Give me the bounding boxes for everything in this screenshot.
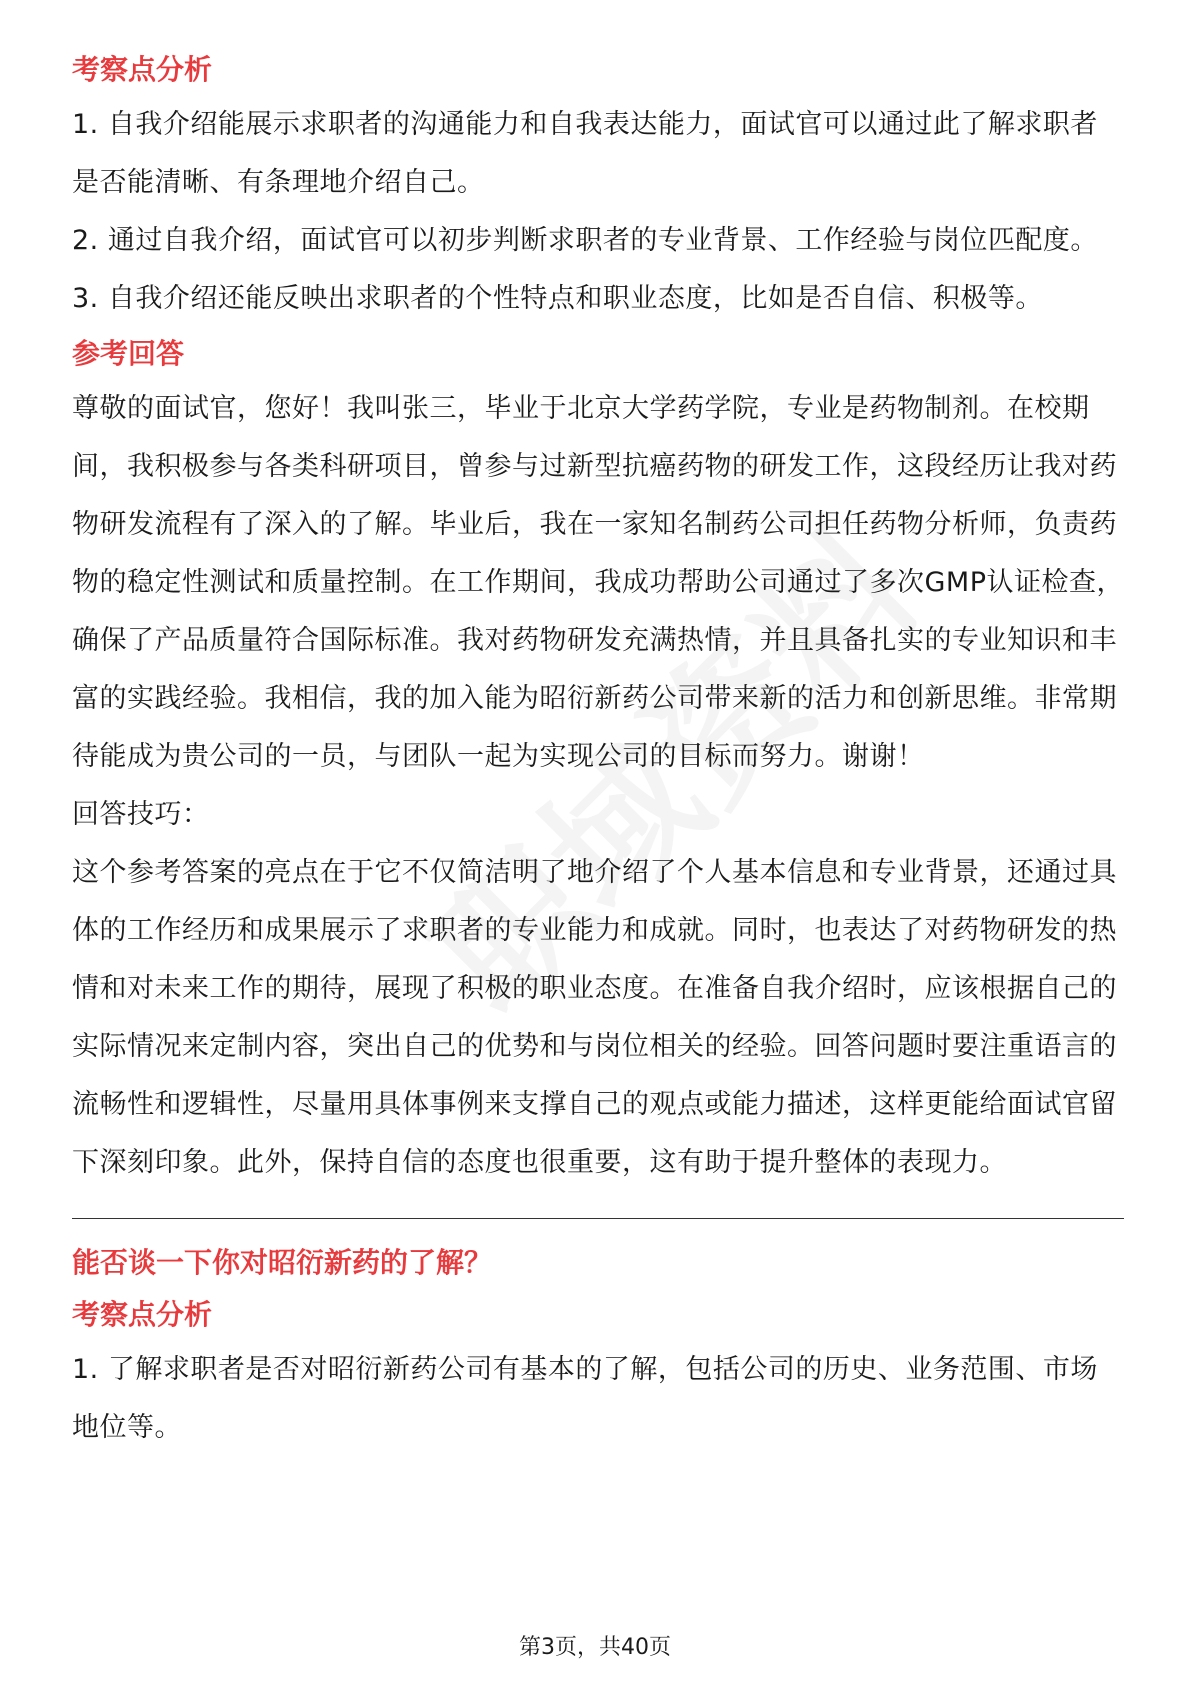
section-divider [72,1218,1124,1219]
page-number: 第3页，共40页 [519,1635,671,1660]
tips-label: 回答技巧： [72,799,210,830]
analysis-item: 3. 自我介绍还能反映出求职者的个性特点和职业态度，比如是否自信、积极等。 [72,283,1043,314]
analysis-item: 2. 通过自我介绍，面试官可以初步判断求职者的专业背景、工作经验与岗位匹配度。 [72,225,1098,256]
tips-text: 这个参考答案的亮点在于它不仅简洁明了地介绍了个人基本信息和专业背景，还通过具体的工作经历和成果展示了求职者的专业能力和成就。同时，也表达了对药物研发的热情和对未来工作的期待，展现了积极的职业态度。在准备自我介绍时，应该根据自己的实际情况来定制内容，突出自己的优势和与岗位相关的经验。回答问题时要注重语言的流畅性和逻辑性，尽量用具体事例来支撑自己的观点或能力描述，这样更能给面试官留下深刻印象。此外，保持自信的态度也很重要，这有助于提升整体的表现力。 [72,857,1117,1178]
analysis-item: 1. 自我介绍能展示求职者的沟通能力和自我表达能力，面试官可以通过此了解求职者是否能清晰、有条理地介绍自己。 [72,109,1098,198]
answer-heading: 参考回答 [72,337,185,370]
analysis-heading: 考察点分析 [72,53,213,86]
answer-text: 尊敬的面试官，您好！我叫张三，毕业于北京大学药学院，专业是药物制剂。在校期间，我积极参与各类科研项目，曾参与过新型抗癌药物的研发工作，这段经历让我对药物研发流程有了深入的了解。毕业后，我在一家知名制药公司担任药物分析师，负责药物的稳定性测试和质量控制。在工作期间，我成功帮助公司通过了多次GMP认证检查，确保了产品质量符合国际标准。我对药物研发充满热情，并且具备扎实的专业知识和丰富的实践经验。我相信，我的加入能为昭衍新药公司带来新的活力和创新思维。非常期待能成为贵公司的一员，与团队一起为实现公司的目标而努力。谢谢！ [72,393,1124,772]
analysis-heading: 考察点分析 [72,1298,213,1331]
document-page [72,44,1124,1457]
question-heading: 能否谈一下你对昭衍新药的了解？ [72,1246,493,1279]
analysis-item: 1. 了解求职者是否对昭衍新药公司有基本的了解，包括公司的历史、业务范围、市场地位等。 [72,1354,1098,1443]
